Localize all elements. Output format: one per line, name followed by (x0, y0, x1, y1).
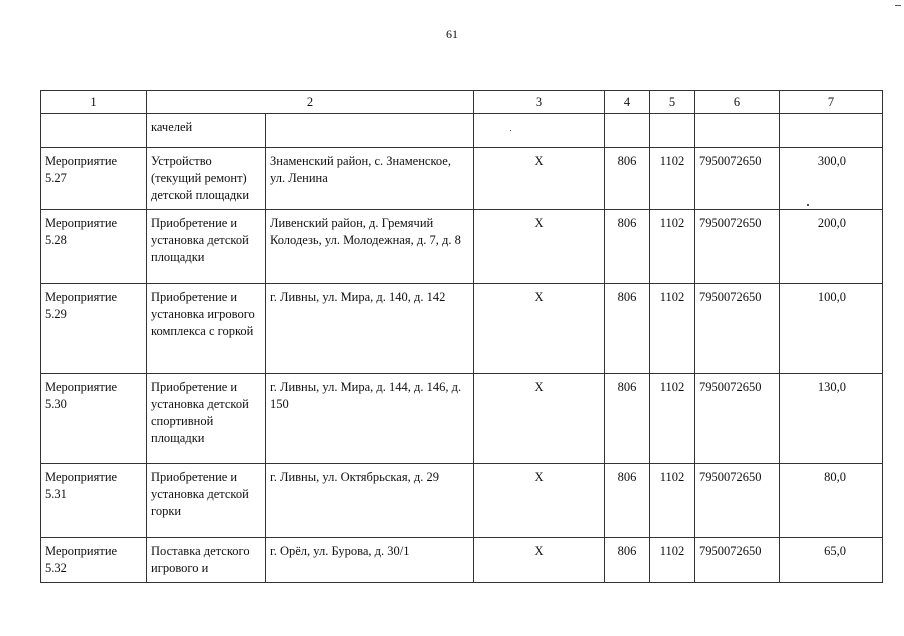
col7-cell: 300,0 (780, 148, 883, 210)
measure-cell: Мероприятие 5.29 (41, 284, 147, 374)
header-cell: 7 (780, 91, 883, 114)
address-cell: г. Ливны, ул. Мира, д. 140, д. 142 (266, 284, 474, 374)
measure-cell: Мероприятие 5.30 (41, 374, 147, 464)
col4-cell: 806 (605, 374, 650, 464)
col4-cell: 806 (605, 210, 650, 284)
scan-speck (807, 204, 809, 206)
col7-cell: 100,0 (780, 284, 883, 374)
col5-cell: 1102 (650, 148, 695, 210)
header-cell: 3 (474, 91, 605, 114)
col4-cell: 806 (605, 284, 650, 374)
measure-cell: Мероприятие 5.32 (41, 538, 147, 583)
header-cell: 1 (41, 91, 147, 114)
name-cell: Приобретение и установка детской спортивной площадки (147, 374, 266, 464)
col6-cell: 7950072650 (695, 284, 780, 374)
col4-cell (605, 114, 650, 148)
page-number: 61 (446, 27, 458, 41)
name-cell: Приобретение и установка игрового комплекса с горкой (147, 284, 266, 374)
col7-cell: 80,0 (780, 464, 883, 538)
name-cell: Поставка детского игрового и (147, 538, 266, 583)
header-cell: 6 (695, 91, 780, 114)
measure-cell (41, 114, 147, 148)
col6-cell: 7950072650 (695, 210, 780, 284)
col3-cell: X (474, 284, 605, 374)
col5-cell: 1102 (650, 210, 695, 284)
table-row (41, 538, 883, 583)
col7-cell (780, 114, 883, 148)
col7-cell: 65,0 (780, 538, 883, 583)
name-cell: Устройство (текущий ремонт) детской площадки (147, 148, 266, 210)
col6-cell: 7950072650 (695, 538, 780, 583)
name-cell: качелей (147, 114, 266, 148)
col6-cell: 7950072650 (695, 148, 780, 210)
table-row (41, 114, 883, 148)
col6-cell (695, 114, 780, 148)
col5-cell (650, 114, 695, 148)
col5-cell: 1102 (650, 374, 695, 464)
col4-cell: 806 (605, 148, 650, 210)
address-cell: г. Орёл, ул. Бурова, д. 30/1 (266, 538, 474, 583)
table-row (41, 374, 883, 464)
table-row (41, 284, 883, 374)
name-cell: Приобретение и установка детской площадки (147, 210, 266, 284)
col3-cell: X (474, 374, 605, 464)
col7-cell: 200,0 (780, 210, 883, 284)
measure-cell: Мероприятие 5.27 (41, 148, 147, 210)
measure-cell: Мероприятие 5.31 (41, 464, 147, 538)
header-cell: 5 (650, 91, 695, 114)
col4-cell: 806 (605, 464, 650, 538)
address-cell: Знаменский район, с. Знаменское, ул. Ленина (266, 148, 474, 210)
col3-cell: X (474, 538, 605, 583)
address-cell: Ливенский район, д. Гремячий Колодезь, ул. Молодежная, д. 7, д. 8 (266, 210, 474, 284)
address-cell: г. Ливны, ул. Мира, д. 144, д. 146, д. 150 (266, 374, 474, 464)
table-row (41, 210, 883, 284)
budget-table (40, 90, 883, 583)
address-cell: г. Ливны, ул. Октябрьская, д. 29 (266, 464, 474, 538)
header-cell: 2 (147, 91, 474, 114)
col5-cell: 1102 (650, 464, 695, 538)
col3-cell: X (474, 148, 605, 210)
name-cell: Приобретение и установка детской горки (147, 464, 266, 538)
table-row (41, 464, 883, 538)
header-cell: 4 (605, 91, 650, 114)
table-row (41, 148, 883, 210)
scan-speck (895, 5, 901, 6)
col7-cell: 130,0 (780, 374, 883, 464)
col6-cell: 7950072650 (695, 374, 780, 464)
col6-cell: 7950072650 (695, 464, 780, 538)
col4-cell: 806 (605, 538, 650, 583)
measure-cell: Мероприятие 5.28 (41, 210, 147, 284)
col5-cell: 1102 (650, 284, 695, 374)
address-cell (266, 114, 474, 148)
col3-cell (474, 114, 605, 148)
table-header-row (41, 91, 883, 114)
col3-cell: X (474, 210, 605, 284)
scan-speck (510, 130, 511, 131)
col5-cell: 1102 (650, 538, 695, 583)
col3-cell: X (474, 464, 605, 538)
